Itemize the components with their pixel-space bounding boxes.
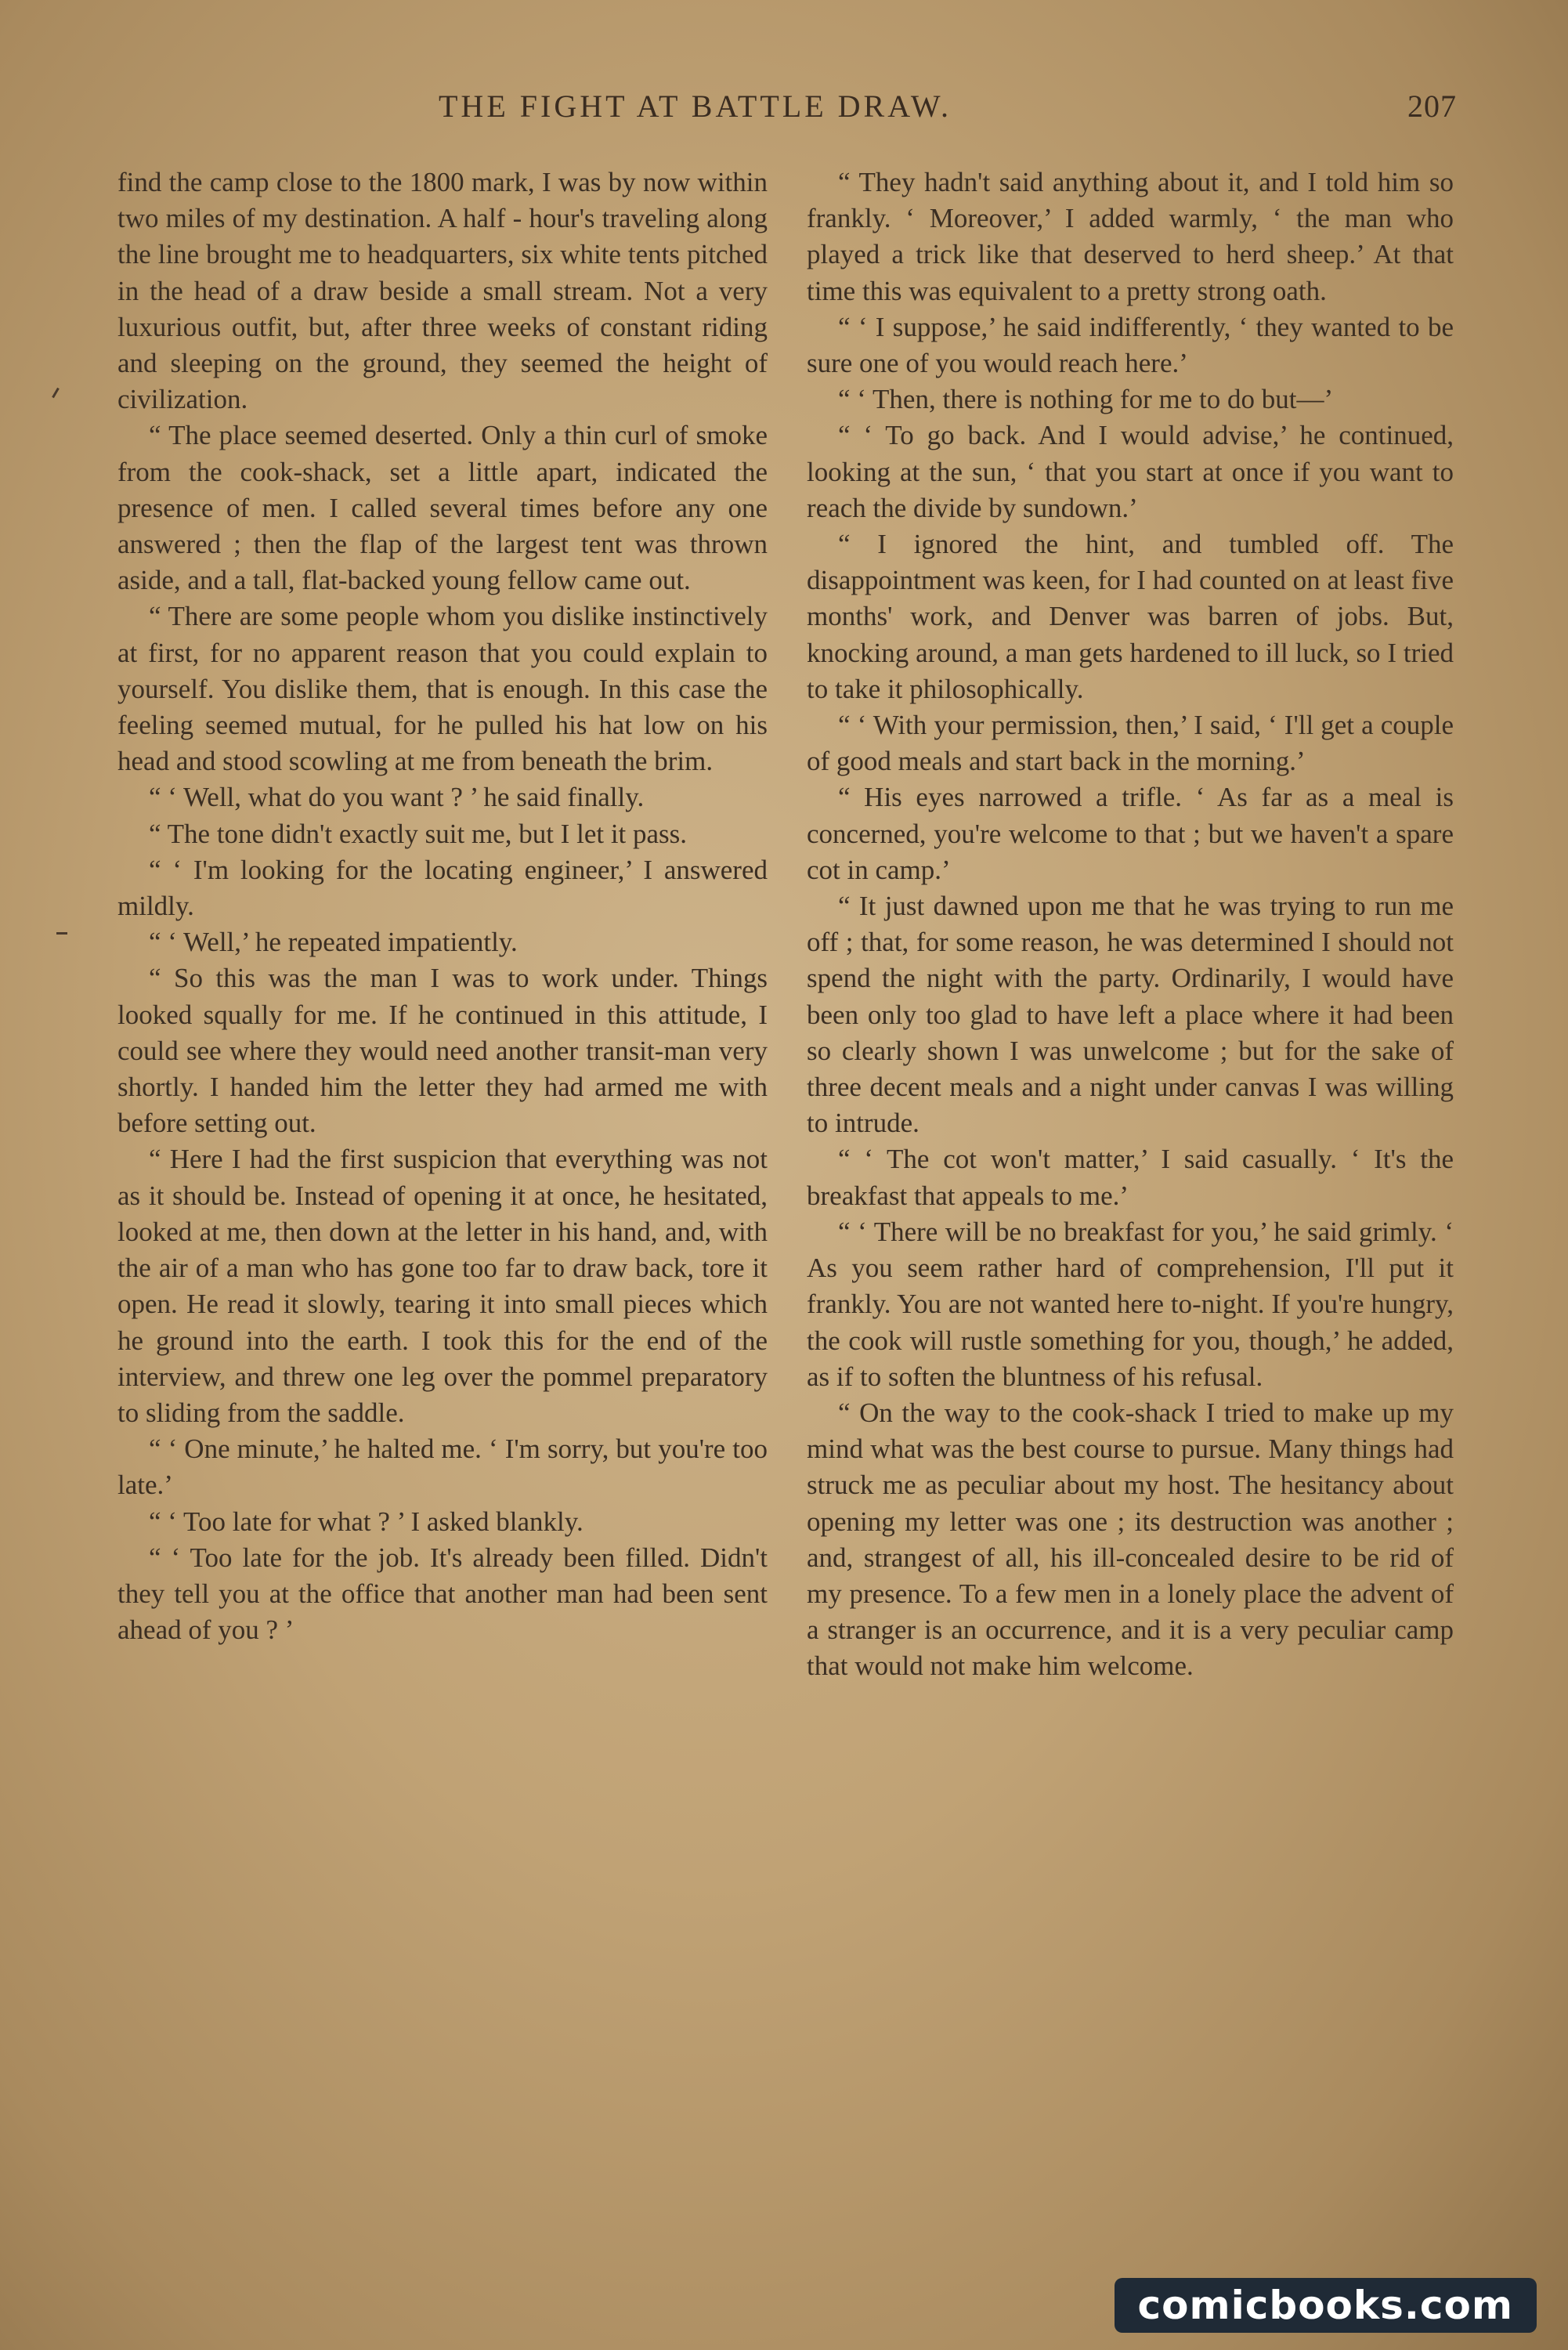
paragraph: “ ‘ Well, what do you want ? ’ he said finally. [149,782,645,813]
paragraph: “ I ignored the hint, and tumbled off. The disappointment was keen, for I had counted on at least five months' work, and Denver was barren of jobs. But, knocking around, a man gets hardened to ill luck, so I tried to take it philosophically. [807,529,1454,704]
paragraph: “ ‘ Too late for the job. It's already been filled. Didn't they tell you at the office that another man had been sent ahead of you ? ’ [117,1542,768,1646]
paragraph: “ His eyes narrowed a trifle. ‘ As far as a meal is concerned, you're welcome to that ; but we haven't a spare cot in camp.’ [807,782,1454,885]
page-header [439,88,1457,135]
paragraph: “ ‘ To go back. And I would advise,’ he continued, looking at the sun, ‘ that you start at once if you want to reach the divide by sundown.’ [807,420,1454,523]
paragraph: “ They hadn't said anything about it, and I told him so frankly. ‘ Moreover,’ I added warmly, ‘ the man who played a trick like that deserved to herd sheep.’ At that time this was equivalent to a pretty strong oath. [807,167,1454,306]
paragraph: “ The place seemed deserted. Only a thin curl of smoke from the cook-shack, set a little apart, indicated the presence of men. I called several times before any one answered ; then the flap of the largest tent was thrown aside, and a tall, flat-backed young fellow came out. [117,420,768,596]
margin-mark [52,388,60,399]
paragraph: “ ‘ Too late for what ? ’ I asked blankly. [149,1506,583,1537]
paragraph: “ ‘ I suppose,’ he said indifferently, ‘ they wanted to be sure one of you would reach here.’ [807,311,1454,379]
left-column [117,164,768,1648]
paragraph: “ ‘ With your permission, then,’ I said, ‘ I'll get a couple of good meals and start back in the morning.’ [807,710,1454,777]
paragraph: “ ‘ There will be no breakfast for you,’ he said grimly. ‘ As you seem rather hard of comprehension, I'll put it frankly. You are not wanted here to-night. If you're hungry, the cook will rustle something for you, though,’ he added, as if to soften the bluntness of his refusal. [807,1216,1454,1392]
paragraph: “ On the way to the cook-shack I tried to make up my mind what was the best course to pursue. Many things had struck me as peculiar about my host. The hesitancy about opening my letter was one ; its destruction was another ; and, strangest of all, his ill-concealed desire to be rid of my presence. To a few men in a lonely place the advent of a stranger is an occurrence, and it is a very peculiar camp that would not make him welcome. [807,1397,1454,1682]
paragraph: “ Here I had the first suspicion that everything was not as it should be. Instead of opening it at once, he hesitated, looked at me, then down at the letter in his hand, and, with the air of a man who has gone too far to draw back, tore it open. He read it slowly, tearing it into small pieces which he ground into the earth. I took this for the end of the interview, and threw one leg over the pommel preparatory to sliding from the saddle. [117,1144,768,1428]
paragraph: “ ‘ Well,’ he repeated impatiently. [149,927,518,958]
paragraph: “ ‘ Then, there is nothing for me to do but—’ [838,384,1334,415]
paragraph: “ ‘ One minute,’ he halted me. ‘ I'm sorry, but you're too late.’ [117,1434,768,1501]
margin-mark [56,932,67,935]
paragraph: “ The tone didn't exactly suit me, but I let it pass. [149,818,688,849]
paragraph: “ So this was the man I was to work under. Things looked squally for me. If he continued in this attitude, I could see where they would need another transit-man very shortly. I handed him the letter they had armed me with before setting out. [117,963,768,1139]
right-column [807,164,1454,1685]
page-number: 207 [1407,89,1457,124]
paragraph: “ It just dawned upon me that he was trying to run me off ; that, for some reason, he was determined I should not spend the night with the party. Ordinarily, I would have been only too glad to have left a place where it had been so clearly shown I was unwelcome ; but for the sake of three decent meals and a night under canvas I was willing to intrude. [807,891,1454,1139]
paragraph: “ There are some people whom you dislike instinctively at first, for no apparent reason that you could explain to yourself. You dislike them, that is enough. In this case the feeling seemed mutual, for he pulled his hat low on his head and stood scowling at me from beneath the brim. [117,601,768,777]
running-title: THE FIGHT AT BATTLE DRAW. [439,89,952,124]
paragraph: find the camp close to the 1800 mark, I was by now within two miles of my destination. A half - hour's traveling along the line brought me to headquarters, six white tents pitched in the head of a draw beside a small stream. Not a very luxurious outfit, but, after three weeks of constant riding and sleeping on the ground, they seemed the height of civilization. [117,167,768,415]
paragraph: “ ‘ I'm looking for the locating engineer,’ I answered mildly. [117,854,768,922]
watermark-logo: comicbooks.com [1115,2278,1537,2333]
paragraph: “ ‘ The cot won't matter,’ I said casually. ‘ It's the breakfast that appeals to me.’ [807,1144,1454,1211]
